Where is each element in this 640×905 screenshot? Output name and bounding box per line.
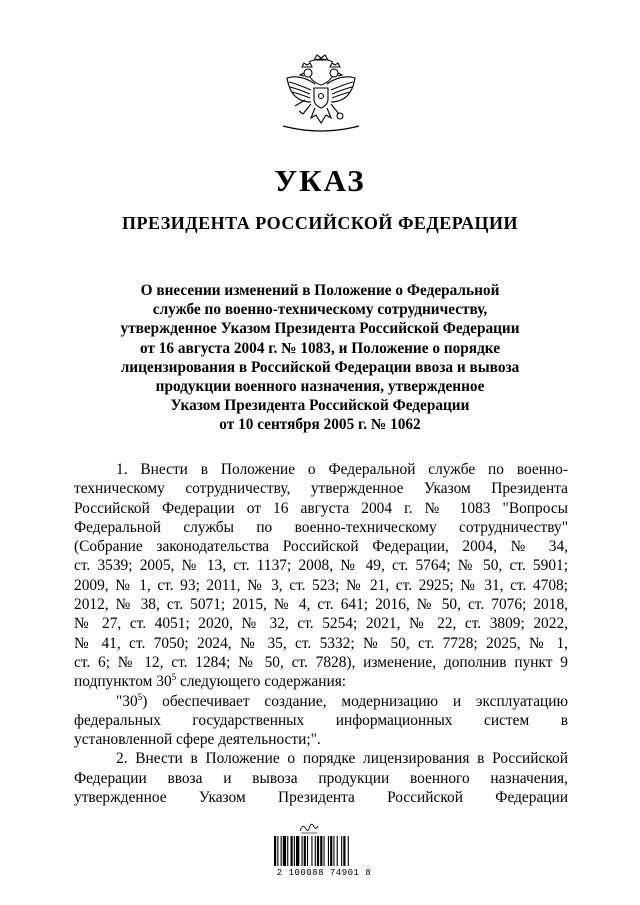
body-line: ст. 3539; 2005, № 13, ст. 1137; 2008, № 49, ст. 5764; № 50, ст. 5901; xyxy=(74,557,568,575)
quoted-subitem xyxy=(74,692,568,750)
body-text-fragment: "30 xyxy=(116,692,138,710)
body-line: установленной сфере деятельности;". xyxy=(74,731,321,749)
body-text-fragment: следующего содержания: xyxy=(176,673,347,691)
paragraph-2 xyxy=(74,749,568,807)
body-line xyxy=(74,672,568,691)
body-line: Федеральной службы по военно-техническому сотрудничеству" xyxy=(74,518,568,536)
coat-of-arms-emblem xyxy=(281,52,361,138)
paragraph-1 xyxy=(74,460,568,692)
body-line: утвержденное Указом Президента Российской Федерации xyxy=(74,789,568,807)
barcode-number: 2 100088 74901 8 xyxy=(276,868,372,878)
body-text-fragment: ) обеспечивает создание, модернизацию и эксплуатацию xyxy=(142,692,568,710)
superscript: 5 xyxy=(137,691,143,702)
document-title: УКАЗ xyxy=(274,163,366,198)
body-line: ст. 6; № 12, ст. 1284; № 50, ст. 7828), изменение, дополнив пункт 9 xyxy=(74,653,568,671)
body-line xyxy=(74,692,568,711)
body-line: 2009, № 1, ст. 93; 2011, № 3, ст. 523; № 21, ст. 2925; № 31, ст. 4708; xyxy=(74,576,568,594)
decree-heading-line: Указом Президента Российской Федерации xyxy=(170,397,470,415)
document-barcode xyxy=(264,822,384,882)
body-line: 2012, № 38, ст. 5071; 2015, № 4, ст. 641; 2016, № 50, ст. 7076; 2018, xyxy=(74,596,568,614)
decree-heading-line: службе по военно-техническому сотрудничеству, xyxy=(152,301,488,319)
issuer-subtitle: ПРЕЗИДЕНТА РОССИЙСКОЙ ФЕДЕРАЦИИ xyxy=(122,213,518,233)
scribble-mark xyxy=(299,822,319,834)
decree-heading-line: О внесении изменений в Положение о Федеральной xyxy=(140,282,500,299)
decree-heading-line: лицензирования в Российской Федерации ввоза и вывоза xyxy=(120,358,520,376)
body-text-fragment: подпунктом 30 xyxy=(74,673,172,691)
decree-heading-line: от 16 августа 2004 г. № 1083, и Положение о порядке xyxy=(139,339,501,357)
body-line: Российской Федерации от 16 августа 2004 г. № 1083 "Вопросы xyxy=(74,499,568,517)
decree-heading-line: от 10 сентября 2005 г. № 1062 xyxy=(219,416,421,434)
superscript: 5 xyxy=(171,672,177,683)
barcode-bars xyxy=(274,836,374,866)
body-line: федеральных государственных информационных систем в xyxy=(74,711,568,729)
body-line: техническому сотрудничеству, утвержденное Указом Президента xyxy=(74,480,568,498)
body-line: (Собрание законодательства Российской Федерации, 2004, № 34, xyxy=(74,538,568,556)
decree-heading-line: продукции военного назначения, утвержденное xyxy=(155,378,485,396)
decree-body xyxy=(74,460,568,807)
body-line: 2. Внести в Положение о порядке лицензирования в Российской xyxy=(116,750,568,768)
body-line: Федерации ввоза и вывоза продукции военного назначения, xyxy=(74,769,568,787)
body-line: № 41, ст. 7050; 2024, № 35, ст. 5332; № 50, ст. 7728; 2025, № 1, xyxy=(74,634,568,652)
body-line: № 27, ст. 4051; 2020, № 32, ст. 5254; 2021, № 22, ст. 3809; 2022, xyxy=(74,615,568,633)
decree-heading xyxy=(96,281,544,435)
body-line: 1. Внести в Положение о Федеральной службе по военно- xyxy=(116,461,568,478)
decree-heading-line: утвержденное Указом Президента Российской Федерации xyxy=(120,320,520,338)
